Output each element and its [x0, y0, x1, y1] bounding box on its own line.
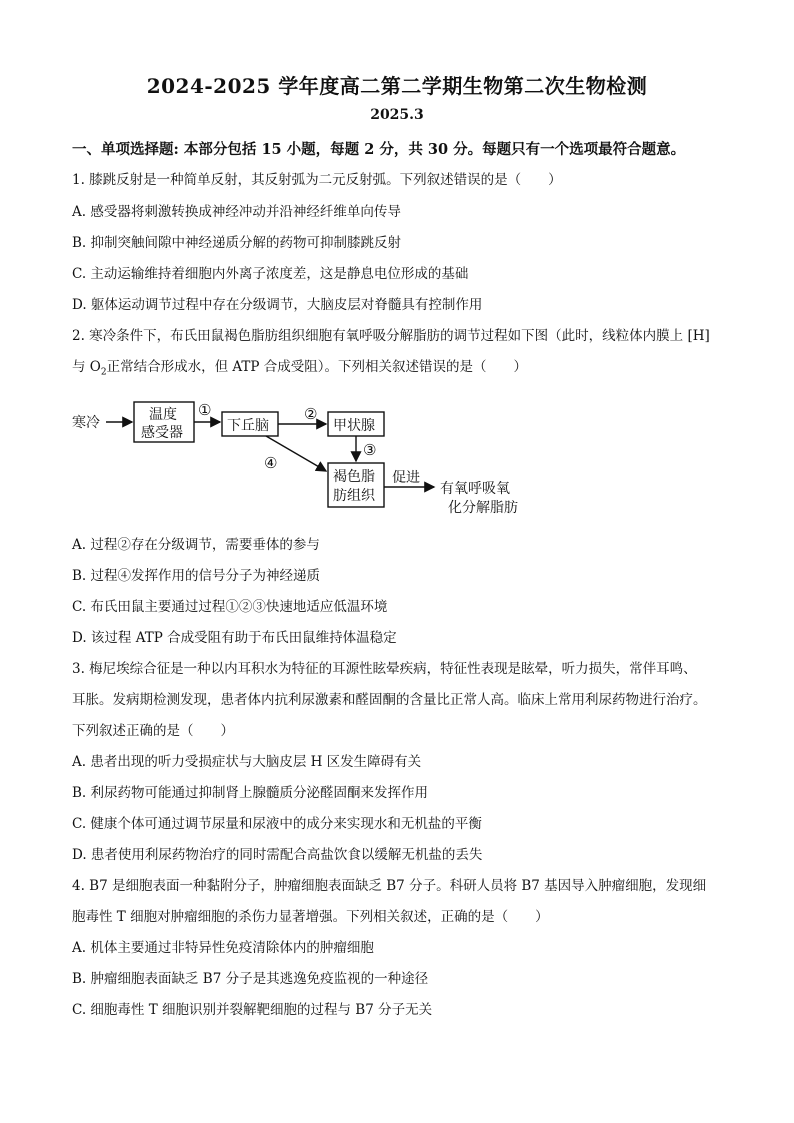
q2-stem-subscript: 2: [100, 367, 107, 378]
q4-option-b: B. 肿瘤细胞表面缺乏 B7 分子是其逃逸免疫监视的一种途径: [72, 971, 429, 987]
exam-title: 2024-2025 学年度高二第二学期生物第二次生物检测: [146, 74, 648, 98]
q4-option-a: A. 机体主要通过非特异性免疫清除体内的肿瘤细胞: [72, 940, 374, 956]
q3-option-a: A. 患者出现的听力受损症状与大脑皮层 H 区发生障碍有关: [72, 754, 422, 770]
step-4-label: ④: [264, 454, 278, 472]
q3-option-b: B. 利尿药物可能通过抑制肾上腺髓质分泌醛固酮来发挥作用: [72, 785, 429, 801]
step-3-label: ③: [363, 441, 377, 459]
step-2-label: ②: [304, 405, 318, 423]
q1-option-a: A. 感受器将刺激转换成神经冲动并沿神经纤维单向传导: [72, 204, 401, 220]
q2-option-a: A. 过程②存在分级调节，需要垂体的参与: [72, 537, 320, 553]
q2-stem-line2-b: 正常结合形成水，但 ATP 合成受阻）。下列相关叙述错误的是（ ）: [106, 359, 528, 375]
step-1-label: ①: [198, 401, 212, 419]
result-label-1: 有氧呼吸氧: [440, 481, 510, 497]
q2-stem-line1: 2. 寒冷条件下，布氏田鼠褐色脂肪组织细胞有氧呼吸分解脂肪的调节过程如下图（此时，线粒体内膜上 [H]: [72, 328, 710, 344]
q3-stem-line2: 耳胀。发病期检测发现，患者体内抗利尿激素和醛固酮的含量比正常人高。临床上常用利尿药物进行治疗。: [72, 692, 707, 708]
q2-option-b: B. 过程④发挥作用的信号分子为神经递质: [72, 568, 321, 584]
q2-stem-line2: [72, 357, 732, 383]
bat-label-2: 肪组织: [333, 488, 375, 504]
q1-option-c: C. 主动运输维持着细胞内外离子浓度差，这是静息电位形成的基础: [72, 266, 469, 282]
thyroid-label: 甲状腺: [333, 418, 375, 434]
promote-label: 促进: [392, 470, 420, 486]
q1-option-d: D. 躯体运动调节过程中存在分级调节，大脑皮层对脊髓具有控制作用: [72, 297, 483, 313]
q3-option-d: D. 患者使用利尿药物治疗的同时需配合高盐饮食以缓解无机盐的丢失: [72, 847, 483, 863]
section-heading: 一、单项选择题: 本部分包括 15 小题，每题 2 分，共 30 分。每题只有一个选项最符合题意。: [72, 141, 686, 158]
q4-stem-line2: 胞毒性 T 细胞对肿瘤细胞的杀伤力显著增强。下列相关叙述，正确的是（ ）: [72, 909, 549, 925]
cold-label: 寒冷: [72, 415, 100, 431]
bat-label-1: 褐色脂: [333, 469, 375, 485]
q1-stem: 1. 膝跳反射是一种简单反射，其反射弧为二元反射弧。下列叙述错误的是（ ）: [72, 172, 562, 188]
exam-date: 2025.3: [370, 107, 424, 123]
q3-stem-line3: 下列叙述正确的是（ ）: [72, 723, 234, 739]
q2-option-c: C. 布氏田鼠主要通过过程①②③快速地适应低温环境: [72, 599, 388, 615]
result-label-2: 化分解脂肪: [448, 500, 518, 516]
q4-stem-line1: 4. B7 是细胞表面一种黏附分子，肿瘤细胞表面缺乏 B7 分子。科研人员将 B7 基因导入肿瘤细胞，发现细: [72, 878, 707, 894]
hypothalamus-label: 下丘脑: [227, 418, 269, 434]
regulation-diagram: [60, 395, 540, 525]
q4-option-c: C. 细胞毒性 T 细胞识别并裂解靶细胞的过程与 B7 分子无关: [72, 1002, 433, 1018]
receptor-label-2: 感受器: [141, 425, 183, 441]
q3-stem-line1: 3. 梅尼埃综合征是一种以内耳积水为特征的耳源性眩晕疾病，特征性表现是眩晕，听力损失，常伴耳鸣、: [72, 661, 697, 677]
receptor-label-1: 温度: [149, 407, 177, 423]
q3-option-c: C. 健康个体可通过调节尿量和尿液中的成分来实现水和无机盐的平衡: [72, 816, 482, 832]
q1-option-b: B. 抑制突触间隙中神经递质分解的药物可抑制膝跳反射: [72, 235, 402, 251]
q2-stem-line2-a: 与 O: [72, 359, 101, 375]
q2-option-d: D. 该过程 ATP 合成受阻有助于布氏田鼠维持体温稳定: [72, 630, 397, 646]
